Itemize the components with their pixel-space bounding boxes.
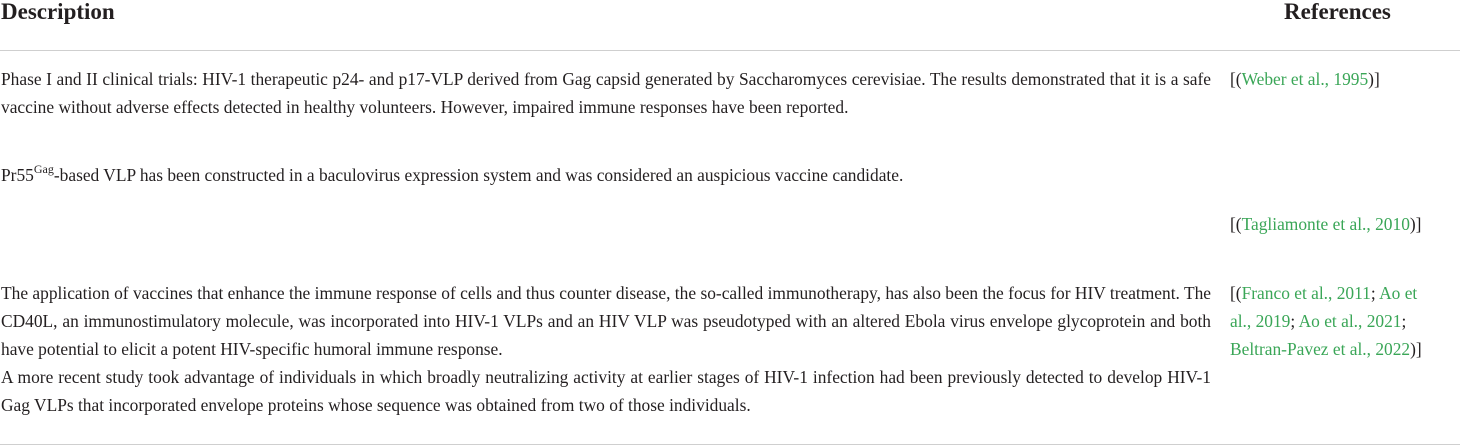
- ref-open: [(: [1230, 69, 1242, 89]
- description-paragraph: A more recent study took advantage of individuals in which broadly neutralizing activity at earlier stages of HIV-1 infection had been previously detected to develop HIV-1 Gag VLPs that incorporated envelope proteins whose sequence was obtained from two of those individuals.: [1, 367, 1211, 415]
- row-references: [1230, 279, 1442, 363]
- ref-separator: ;: [1370, 283, 1380, 303]
- citation-link[interactable]: Ao et al., 2021: [1298, 311, 1402, 331]
- ref-open: [(: [1230, 214, 1242, 234]
- description-paragraph: The application of vaccines that enhance the immune response of cells and thus counter disease, the so-called immunotherapy, has also been the focus for HIV treatment. The CD40L, an immunostimulatory molecule, was incorporated into HIV-1 VLPs and an HIV VLP was pseudotyped with an altered Ebola virus envelope glycoprotein and both have potential to elicit a potent HIV-specific humoral immune response.: [1, 283, 1211, 359]
- ref-separator: ;: [1290, 311, 1299, 331]
- row-description: [1, 279, 1211, 419]
- row-references: [1230, 210, 1442, 238]
- ref-close: )]: [1409, 214, 1422, 234]
- ref-close: )]: [1368, 69, 1380, 89]
- row-description: [1, 161, 1211, 189]
- ref-close: )]: [1410, 339, 1422, 359]
- table-header: [0, 0, 1460, 51]
- citation-link[interactable]: Weber et al., 1995: [1241, 69, 1369, 89]
- citation-link[interactable]: Franco et al., 2011: [1241, 283, 1371, 303]
- ref-separator: ;: [1401, 311, 1407, 331]
- desc-superscript: Gag: [33, 162, 54, 177]
- citation-link[interactable]: Beltran-Pavez et al., 2022: [1230, 339, 1411, 359]
- citation-link[interactable]: Tagliamonte et al., 2010: [1241, 214, 1410, 234]
- desc-prefix: Pr55: [1, 165, 34, 185]
- citation-link[interactable]: Ao et al., 2019: [1230, 283, 1418, 331]
- ref-open: [(: [1230, 283, 1242, 303]
- column-header-description: Description: [1, 0, 115, 24]
- table-bottom-rule: [0, 444, 1460, 445]
- desc-rest: -based VLP has been constructed in a baculovirus expression system and was considered an auspicious vaccine candidate.: [53, 165, 904, 185]
- column-header-references: References: [1284, 0, 1391, 24]
- row-description: Phase I and II clinical trials: HIV-1 therapeutic p24- and p17-VLP derived from Gag capsid generated by Saccharomyces cerevisiae. The results demonstrated that it is a safe vaccine without adverse effects detected in healthy volunteers. However, impaired immune responses have been reported.: [1, 69, 1211, 117]
- row-references: [1230, 65, 1442, 93]
